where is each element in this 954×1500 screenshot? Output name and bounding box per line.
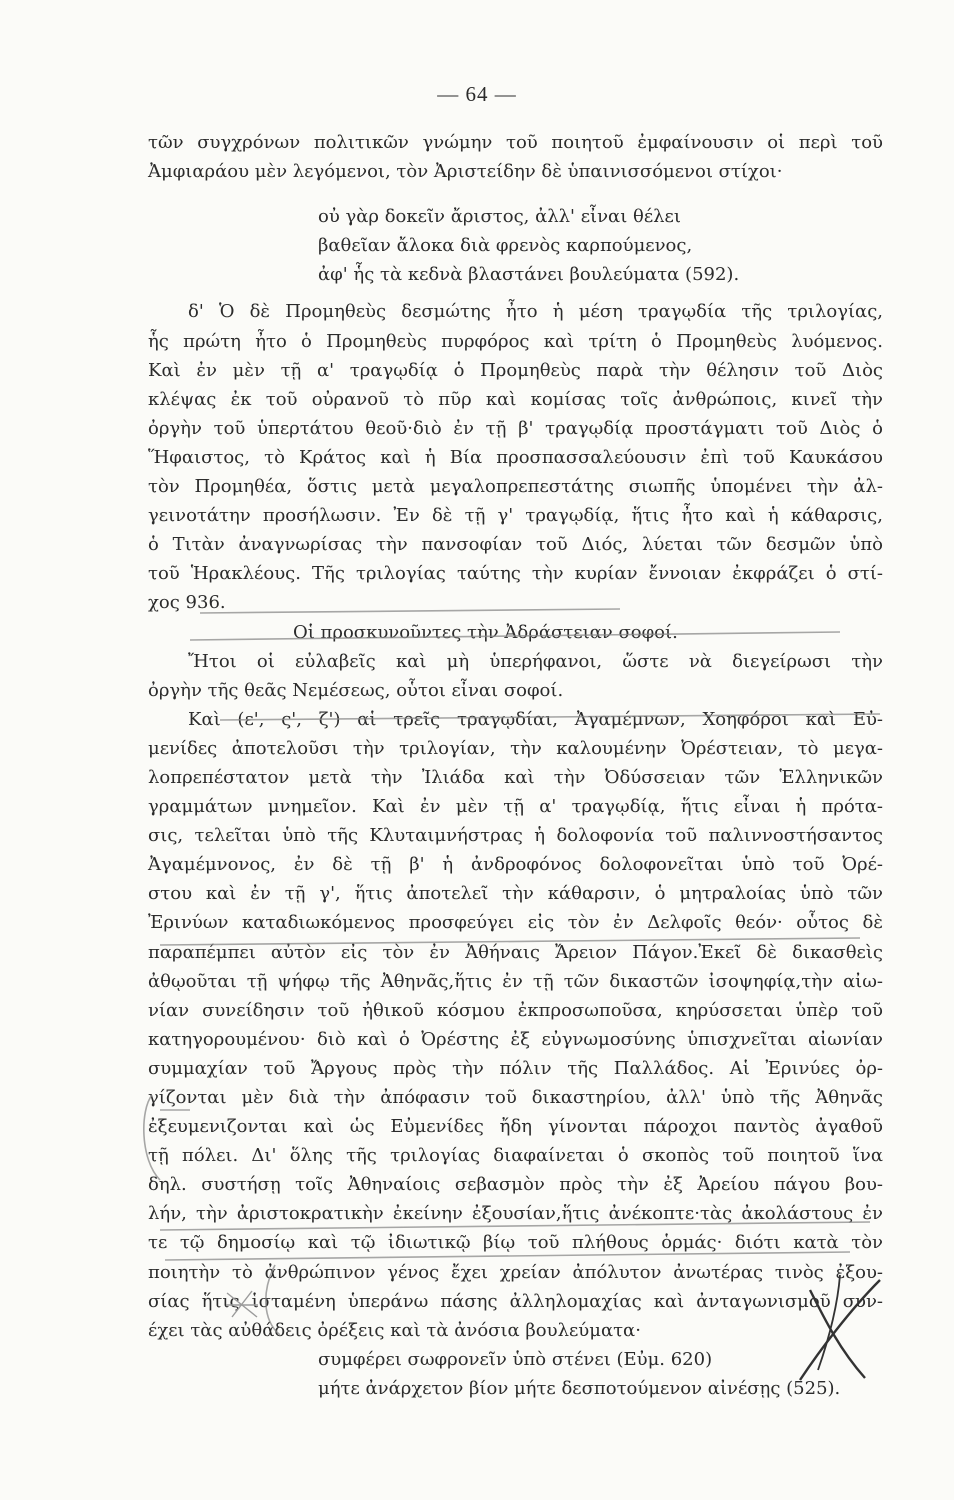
text-line: Ἤτοι οἱ εὐλαβεῖς καὶ μὴ ὑπερήφανοι, ὥστε νὰ διεγείρωσι τὴν [188, 650, 883, 672]
text-line: τῇ πόλει. Δι' ὅλης τῆς τριλογίας διαφαίνεται ὁ σκοπὸς τοῦ ποιητοῦ ἵνα [148, 1145, 883, 1167]
text-line: τοῦ Ἡρακλέους. Τῆς τριλογίας ταύτης τὴν κυρίαν ἔννοιαν ἐκφράζει ὁ στί- [148, 563, 883, 585]
text-line: μενίδες ἀποτελοῦσι τὴν τριλογίαν, τὴν καλουμένην Ὀρέστειαν, τὸ μεγα- [148, 737, 883, 759]
text-line: κατηγορουμένου· διὸ καὶ ὁ Ὀρέστης ἐξ εὐγνωμοσύνης ὑπισχνεῖται αἰωνίαν [148, 1028, 883, 1050]
text-line: λοπρεπέστατον μετὰ τὴν Ἰλιάδα καὶ τὴν Ὀδύσσειαν τῶν Ἑλληνικῶν [148, 766, 883, 788]
text-line: ὀργὴν τῆς θεᾶς Νεμέσεως, οὗτοι εἶναι σοφοί. [148, 679, 564, 701]
text-line: τὸν Προμηθέα, ὅστις μετὰ μεγαλοπρεπεστάτης σιωπῆς ὑπομένει τὴν ἀλ- [148, 476, 883, 498]
text-line: νίαν συνείδησιν τοῦ ἠθικοῦ κόσμου ἐκπροσωποῦσα, κηρύσσεται ὑπὲρ τοῦ [148, 999, 883, 1021]
text-line: σίας ἥτις ἱσταμένη ὑπεράνω πάσης ἀλληλομαχίας καὶ ἀνταγωνισμοῦ συν- [148, 1290, 883, 1312]
text-line: λήν, τὴν ἀριστοκρατικὴν ἐκείνην ἐξουσίαν,ἥτις ἀνέκοπτε·τὰς ἀκολάστους ἐν [148, 1203, 883, 1225]
text-line: Καὶ (ε', ς', ζ') αἱ τρεῖς τραγῳδίαι, Ἀγαμέμνων, Χοηφόροι καὶ Εὐ- [188, 708, 883, 730]
text-line: ποιητὴν τὸ ἀνθρώπινον γένος ἔχει χρείαν ἀπόλυτον ἀνωτέρας τινὸς ἐξου- [148, 1261, 883, 1283]
asterisk-pencil-mark [222, 1285, 262, 1325]
text-line: κλέψας ἐκ τοῦ οὐρανοῦ τὸ πῦρ καὶ κομίσας τοῖς ἀνθρώποις, κινεῖ τὴν [148, 388, 883, 410]
verse-line: ἀφ' ἧς τὰ κεδνὰ βλαστάνει βουλεύματα (592). [318, 264, 740, 286]
verse-line: οὐ γὰρ δοκεῖν ἄριστος, ἀλλ' εἶναι θέλει [318, 206, 681, 228]
text-line: δηλ. συστήσῃ τοῖς Ἀθηναίοις σεβασμὸν πρὸς τὴν ἐξ Ἀρείου πάγου βου- [148, 1174, 883, 1196]
text-line: δ' Ὁ δὲ Προμηθεὺς δεσμώτης ἦτο ἡ μέση τραγῳδία τῆς τριλογίας, [188, 301, 883, 323]
text-line: Ἀμφιαράου μὲν λεγόμενοι, τὸν Ἀριστείδην δὲ ὑπαινισσόμενοι στίχοι· [148, 161, 783, 183]
text-line: γραμμάτων μνημεῖον. Καὶ ἐν μὲν τῇ α' τραγῳδίᾳ, ἥτις εἶναι ἡ πρότα- [148, 796, 883, 818]
text-line: Ἀγαμέμνονος, ἐν δὲ τῇ β' ἡ ἀνδροφόνος δολοφονεῖται ὑπὸ τοῦ Ὀρέ- [148, 854, 883, 876]
text-line: ἧς πρώτη ἦτο ὁ Προμηθεὺς πυρφόρος καὶ τρίτη ὁ Προμηθεὺς λυόμενος. [148, 330, 883, 352]
verse-line: μήτε ἀνάρχετον βίον μήτε δεσποτούμενον αἰνέσῃς (525). [318, 1377, 841, 1399]
text-line: σις, τελεῖται ὑπὸ τῆς Κλυταιμνήστρας ἡ δολοφονία τοῦ παλιννοστήσαντος [148, 825, 883, 847]
text-line: στου καὶ ἐν τῇ γ', ἥτις ἀποτελεῖ τὴν κάθαρσιν, ὁ μητραλοίας ὑπὸ τῶν [148, 883, 883, 905]
text-line: ὁ Τιτὰν ἀναγνωρίσας τὴν πανσοφίαν τοῦ Διός, λύεται τῶν δεσμῶν ὑπὸ [148, 534, 883, 556]
text-line: Καὶ ἐν μὲν τῇ α' τραγῳδίᾳ ὁ Προμηθεὺς παρὰ τὴν θέλησιν τοῦ Διὸς [148, 359, 883, 381]
text-line: Ἥφαιστος, τὸ Κράτος καὶ ἡ Βία προσπασσαλεύουσιν ἐπὶ τοῦ Καυκάσου [148, 446, 883, 468]
text-line: γεινοτάτην προσήλωσιν. Ἐν δὲ τῇ γ' τραγῳδίᾳ, ἥτις ἦτο καὶ ἡ κάθαρσις, [148, 505, 883, 527]
page-body [148, 128, 883, 1403]
text-line: τε τῷ δημοσίῳ καὶ τῷ ἰδιωτικῷ βίῳ τοῦ πλήθους ὁρμάς· διότι κατὰ τὸν [148, 1232, 883, 1254]
text-line: ὀργὴν τοῦ ὑπερτάτου θεοῦ·διὸ ἐν τῇ β' τραγῳδίᾳ προστάγματι τοῦ Διὸς ὁ [148, 417, 883, 439]
text-line: έχει τὰς αὐθάδεις ὀρέξεις καὶ τὰ ἀνόσια βουλεύματα· [148, 1319, 641, 1341]
text-line: παραπέμπει αὐτὸν εἰς τὸν ἐν Ἀθήναις Ἄρειον Πάγον.Ἐκεῖ δὲ δικασθεὶς [148, 941, 883, 963]
text-line: Ἐρινύων καταδιωκόμενος προσφεύγει εἰς τὸν ἐν Δελφοῖς θεόν· οὗτος δὲ [148, 912, 883, 934]
verse-line: συμφέρει σωφρονεῖν ὑπὸ στένει (Εὐμ. 620) [318, 1348, 713, 1370]
verse-line: βαθεῖαν ἄλοκα διὰ φρενὸς καρπούμενος, [318, 235, 693, 257]
text-line: γίζονται μὲν διὰ τὴν ἀπόφασιν τοῦ δικαστηρίου, ἀλλ' ὑπὸ τῆς Ἀθηνᾶς [148, 1087, 883, 1108]
verse-line: Οἱ προσκυνοῦντες τὴν Ἀδράστειαν σοφοί. [293, 621, 678, 643]
text-line: ἐξευμενιζονται καὶ ὡς Εὐμενίδες ἤδη γίνονται πάροχοι παντὸς ἀγαθοῦ [148, 1116, 883, 1138]
text-line: τῶν συγχρόνων πολιτικῶν γνώμην τοῦ ποιητοῦ ἐμφαίνουσιν οἱ περὶ τοῦ [148, 132, 883, 153]
text-line: συμμαχίαν τοῦ Ἄργους πρὸς τὴν πόλιν τῆς Παλλάδος. Αἱ Ἐρινύες ὀρ- [148, 1057, 883, 1079]
text-line: χος 936. [148, 592, 226, 614]
handwritten-cross-mark [780, 1270, 890, 1390]
text-line: ἀθῳοῦται τῇ ψήφῳ τῆς Ἀθηνᾶς,ἥτις ἐν τῇ τῶν δικαστῶν ἰσοψηφίᾳ,τὴν αἰω- [148, 970, 883, 992]
page-number: — 64 — [437, 82, 517, 106]
